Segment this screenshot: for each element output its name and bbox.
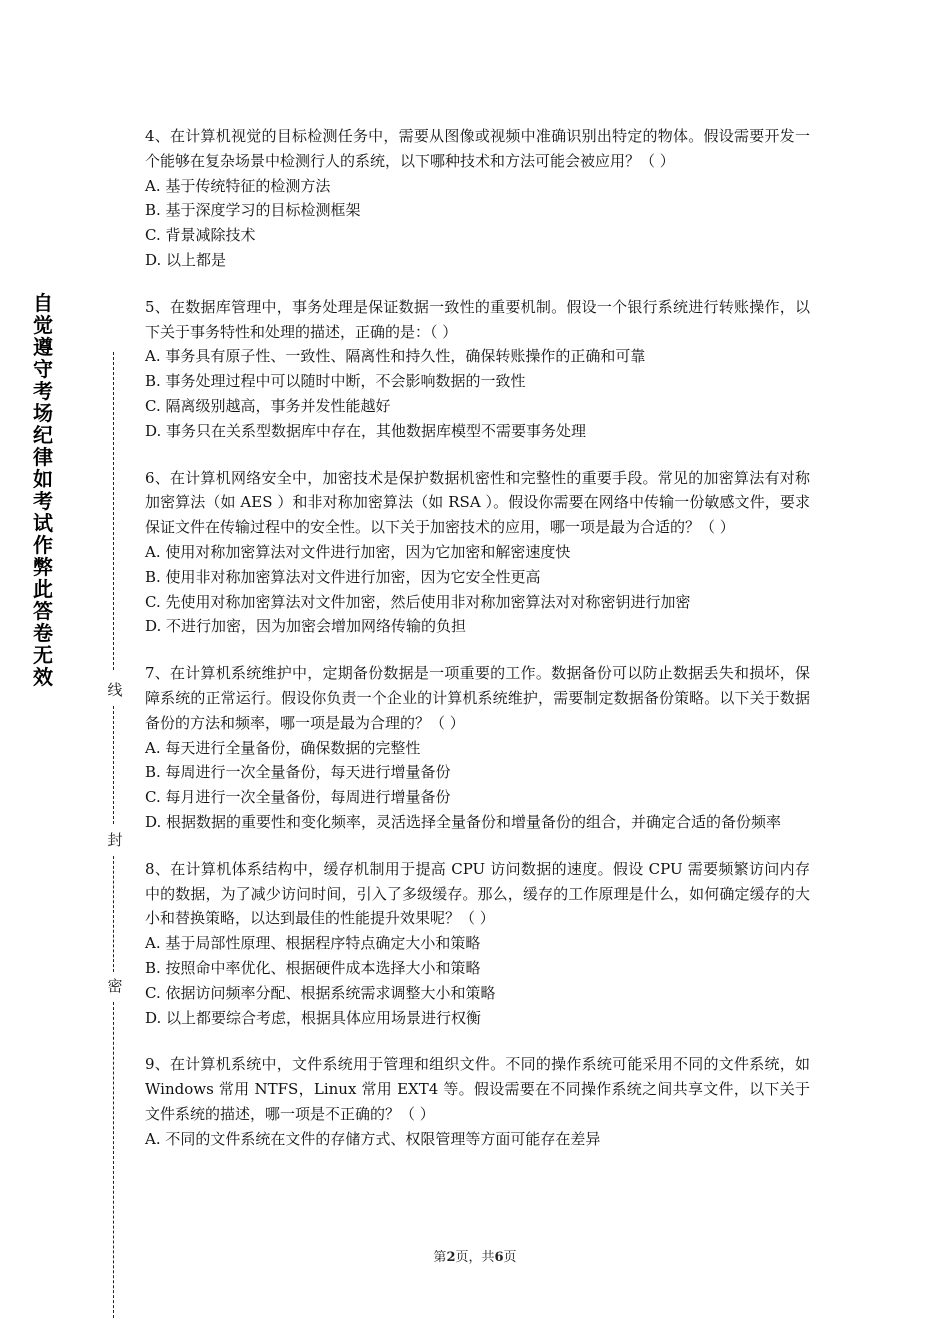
option-a: A. 事务具有原子性、一致性、隔离性和持久性，确保转账操作的正确和可靠 xyxy=(145,347,646,366)
question-stem: 7、在计算机系统维护中，定期备份数据是一项重要的工作。数据备份可以防止数据丢失和损坏，保障系统的正常运行。假设你负责一个企业的计算机系统维护，需要制定数据备份策略。以下关于数据备份的方法和频率，哪一项是最为合理的？（ ） xyxy=(145,664,810,732)
question-5 xyxy=(145,295,810,444)
option-c: C. 背景减除技术 xyxy=(145,226,256,245)
binding-line-label: 线 xyxy=(107,681,123,699)
option-a: A. 使用对称加密算法对文件进行加密，因为它加密和解密速度快 xyxy=(145,542,571,561)
option-d: D. 以上都要综合考虑，根据具体应用场景进行权衡 xyxy=(145,1008,482,1027)
option-c: C. 隔离级别越高，事务并发性能越好 xyxy=(145,396,391,415)
page-footer xyxy=(0,1246,950,1265)
option-d: D. 不进行加密，因为加密会增加网络传输的负担 xyxy=(145,617,467,636)
footer-prefix: 第 xyxy=(433,1250,447,1265)
binding-dashed-line xyxy=(113,856,114,972)
question-stem: 6、在计算机网络安全中，加密技术是保护数据机密性和完整性的重要手段。常见的加密算法有对称加密算法（如 AES ）和非对称加密算法（如 RSA ）。假设你需要在网络中传输一份敏感文件，要求保证文件在传输过程中的安全性。以下关于加密技术的应用，哪一项是最为合适的？（ ） xyxy=(145,468,810,537)
footer-middle: 页，共 xyxy=(455,1250,495,1265)
binding-dashed-line xyxy=(113,352,114,670)
option-b: B. 使用非对称加密算法对文件进行加密，因为它安全性更高 xyxy=(145,567,541,586)
binding-seal-label: 封 xyxy=(107,831,123,849)
total-page-number: 6 xyxy=(494,1250,504,1265)
option-c: C. 每月进行一次全量备份，每周进行增量备份 xyxy=(145,788,451,807)
question-9 xyxy=(145,1052,810,1151)
option-b: B. 每周进行一次全量备份，每天进行增量备份 xyxy=(145,763,451,782)
option-a: A. 每天进行全量备份，确保数据的完整性 xyxy=(145,738,421,757)
exam-discipline-notice: 自觉遵守考场纪律如考试作弊此答卷无效 xyxy=(33,291,53,689)
option-c: C. 依据访问频率分配、根据系统需求调整大小和策略 xyxy=(145,983,496,1002)
option-a: A. 基于局部性原理、根据程序特点确定大小和策略 xyxy=(145,934,481,953)
option-c: C. 先使用对称加密算法对文件加密，然后使用非对称加密算法对对称密钥进行加密 xyxy=(145,592,691,611)
option-b: B. 基于深度学习的目标检测框架 xyxy=(145,201,361,220)
question-stem: 5、在数据库管理中，事务处理是保证数据一致性的重要机制。假设一个银行系统进行转账操作，以下关于事务特性和处理的描述，正确的是：（ ） xyxy=(145,297,810,341)
question-list xyxy=(145,124,810,1173)
question-7 xyxy=(145,661,810,835)
option-a: A. 不同的文件系统在文件的存储方式、权限管理等方面可能存在差异 xyxy=(145,1129,601,1148)
option-a: A. 基于传统特征的检测方法 xyxy=(145,176,331,195)
option-d: D. 以上都是 xyxy=(145,250,227,269)
question-8 xyxy=(145,857,810,1031)
option-d: D. 事务只在关系型数据库中存在，其他数据库模型不需要事务处理 xyxy=(145,421,587,440)
binding-dashed-line xyxy=(113,706,114,824)
current-page-number: 2 xyxy=(446,1250,456,1265)
binding-secret-label: 密 xyxy=(107,977,123,995)
binding-dashed-line xyxy=(113,1002,114,1318)
option-b: B. 事务处理过程中可以随时中断，不会影响数据的一致性 xyxy=(145,372,526,391)
question-stem: 9、在计算机系统中，文件系统用于管理和组织文件。不同的操作系统可能采用不同的文件系统，如 Windows 常用 NTFS，Linux 常用 EXT4 等。假设需要在不同操作系统之间共享文件，以下关于文件系统的描述，哪一项是不正确的？（ ） xyxy=(145,1055,810,1123)
question-4 xyxy=(145,124,810,273)
question-stem: 4、在计算机视觉的目标检测任务中，需要从图像或视频中准确识别出特定的物体。假设需要开发一个能够在复杂场景中检测行人的系统，以下哪种技术和方法可能会被应用？（ ） xyxy=(145,127,810,170)
option-d: D. 根据数据的重要性和变化频率，灵活选择全量备份和增量备份的组合，并确定合适的备份频率 xyxy=(145,812,782,831)
question-stem: 8、在计算机体系结构中，缓存机制用于提高 CPU 访问数据的速度。假设 CPU 需要频繁访问内存中的数据，为了减少访问时间，引入了多级缓存。那么，缓存的工作原理是什么，如何确定缓存的大小和替换策略，以达到最佳的性能提升效果呢？（ ） xyxy=(145,859,810,928)
option-b: B. 按照命中率优化、根据硬件成本选择大小和策略 xyxy=(145,958,481,977)
question-6 xyxy=(145,466,810,640)
footer-suffix: 页 xyxy=(503,1250,517,1265)
